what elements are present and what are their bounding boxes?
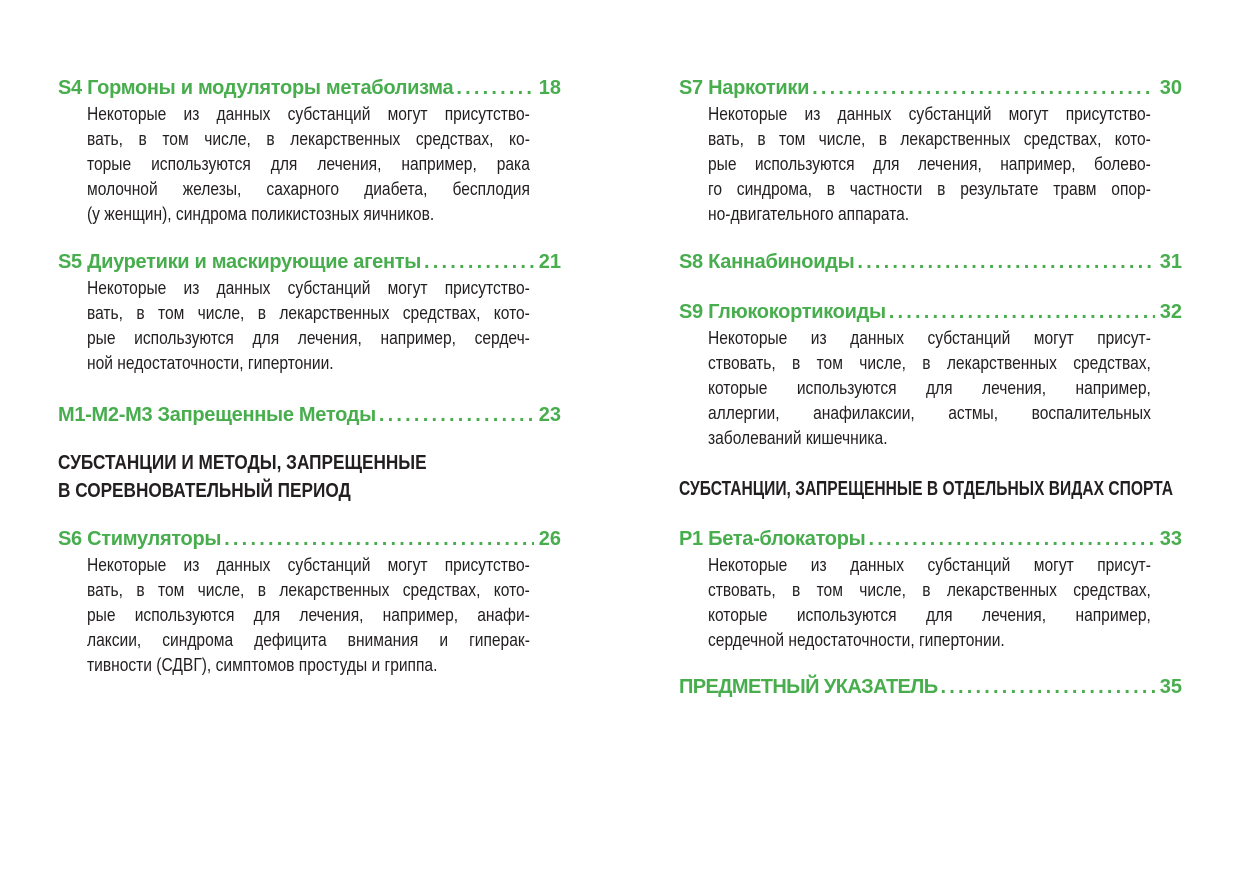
description-line: вать, в том числе, в лекарственных средствах, ко- xyxy=(87,129,530,149)
dot-leader xyxy=(456,76,533,100)
description-line: рые используются для лечения, например, сердеч- xyxy=(87,328,530,348)
section-heading-particular-sports xyxy=(679,477,1182,501)
description-line: Некоторые из данных субстанций могут присутство- xyxy=(87,278,530,298)
toc-entry-description-s5 xyxy=(87,276,530,376)
description-line: вать, в том числе, в лекарственных средствах, кото- xyxy=(708,129,1151,149)
toc-entry-s4 xyxy=(58,76,561,100)
toc-entry-label: ПРЕДМЕТНЫЙ УКАЗАТЕЛЬ xyxy=(679,676,938,698)
toc-entry-s8 xyxy=(679,250,1182,274)
description-line: ной недостаточности, гипертонии. xyxy=(87,353,334,373)
description-line: Некоторые из данных субстанций могут присут- xyxy=(708,555,1151,575)
description-line: рые используются для лечения, например, болево- xyxy=(708,154,1151,174)
toc-entry-page: 31 xyxy=(1159,251,1182,273)
description-line: го синдрома, в частности в результате травм опор- xyxy=(708,179,1151,199)
toc-entry-description-s6 xyxy=(87,553,530,678)
toc-entry-label: S9 Глюкокортикоиды xyxy=(679,301,886,323)
toc-entry-label: S6 Стимуляторы xyxy=(58,528,222,550)
toc-entry-page: 33 xyxy=(1159,528,1182,550)
dot-leader xyxy=(424,250,534,274)
description-line: вать, в том числе, в лекарственных средствах, кото- xyxy=(87,580,530,600)
description-line: (у женщин), синдрома поликистозных яичников. xyxy=(87,204,435,224)
description-line: которые используются для лечения, например, xyxy=(708,378,1151,398)
description-line: Некоторые из данных субстанций могут присут- xyxy=(708,328,1151,348)
toc-entry-label: M1-M2-M3 Запрещенные Методы xyxy=(58,404,376,426)
toc-entry-s9 xyxy=(679,300,1182,324)
description-line: Некоторые из данных субстанций могут присутство- xyxy=(708,104,1151,124)
dot-leader xyxy=(868,527,1154,551)
toc-entry-s7 xyxy=(679,76,1182,100)
toc-column-left xyxy=(58,76,561,678)
toc-entry-description-s9 xyxy=(708,326,1151,451)
description-line: молочной железы, сахарного диабета, бесплодия xyxy=(87,179,530,199)
dot-leader xyxy=(941,675,1155,699)
description-line: вать, в том числе, в лекарственных средствах, кото- xyxy=(87,303,530,323)
toc-entry-label: S4 Гормоны и модуляторы метаболизма xyxy=(58,77,454,99)
toc-entry-description-s4 xyxy=(87,102,530,227)
toc-entry-page: 21 xyxy=(538,251,561,273)
section-heading-line: СУБСТАНЦИИ, ЗАПРЕЩЕННЫЕ В ОТДЕЛЬНЫХ ВИДАХ СПОРТА xyxy=(679,478,1173,500)
toc-entry-description-p1 xyxy=(708,553,1151,653)
toc-entry-m1-m2-m3 xyxy=(58,403,561,427)
description-line: Некоторые из данных субстанций могут присутство- xyxy=(87,555,530,575)
dot-leader xyxy=(812,76,1155,100)
description-line: но-двигательного аппарата. xyxy=(708,204,910,224)
description-line: ствовать, в том числе, в лекарственных средствах, xyxy=(708,353,1151,373)
toc-entry-page: 26 xyxy=(538,528,561,550)
toc-entry-s6 xyxy=(58,527,561,551)
toc-entry-page: 23 xyxy=(538,404,561,426)
description-line: тивности (СДВГ), симптомов простуды и гриппа. xyxy=(87,655,438,675)
description-line: рые используются для лечения, например, анафи- xyxy=(87,605,530,625)
section-heading-in-competition xyxy=(58,449,561,505)
toc-entry-page: 35 xyxy=(1159,676,1182,698)
description-line: торые используются для лечения, например, рака xyxy=(87,154,530,174)
section-heading-line: В СОРЕВНОВАТЕЛЬНЫЙ ПЕРИОД xyxy=(58,480,351,502)
toc-entry-label: P1 Бета-блокаторы xyxy=(679,528,866,550)
dot-leader xyxy=(224,527,534,551)
toc-column-right xyxy=(679,76,1182,699)
dot-leader xyxy=(889,300,1155,324)
toc-entry-p1 xyxy=(679,527,1182,551)
toc-entry-subject-index xyxy=(679,675,1182,699)
dot-leader xyxy=(379,403,534,427)
toc-entry-description-s7 xyxy=(708,102,1151,227)
toc-entry-label: S7 Наркотики xyxy=(679,77,810,99)
toc-entry-page: 18 xyxy=(538,77,561,99)
toc-entry-label: S5 Диуретики и маскирующие агенты xyxy=(58,251,422,273)
toc-entry-page: 32 xyxy=(1159,301,1182,323)
description-line: заболеваний кишечника. xyxy=(708,428,888,448)
toc-entry-page: 30 xyxy=(1159,77,1182,99)
description-line: лаксии, синдрома дефицита внимания и гиперак- xyxy=(87,630,530,650)
description-line: сердечной недостаточности, гипертонии. xyxy=(708,630,1005,650)
description-line: которые используются для лечения, например, xyxy=(708,605,1151,625)
dot-leader xyxy=(857,250,1154,274)
description-line: аллергии, анафилаксии, астмы, воспалительных xyxy=(708,403,1151,423)
section-heading-line: СУБСТАНЦИИ И МЕТОДЫ, ЗАПРЕЩЕННЫЕ xyxy=(58,452,427,474)
toc-entry-label: S8 Каннабиноиды xyxy=(679,251,855,273)
toc-entry-s5 xyxy=(58,250,561,274)
description-line: Некоторые из данных субстанций могут присутство- xyxy=(87,104,530,124)
description-line: ствовать, в том числе, в лекарственных средствах, xyxy=(708,580,1151,600)
